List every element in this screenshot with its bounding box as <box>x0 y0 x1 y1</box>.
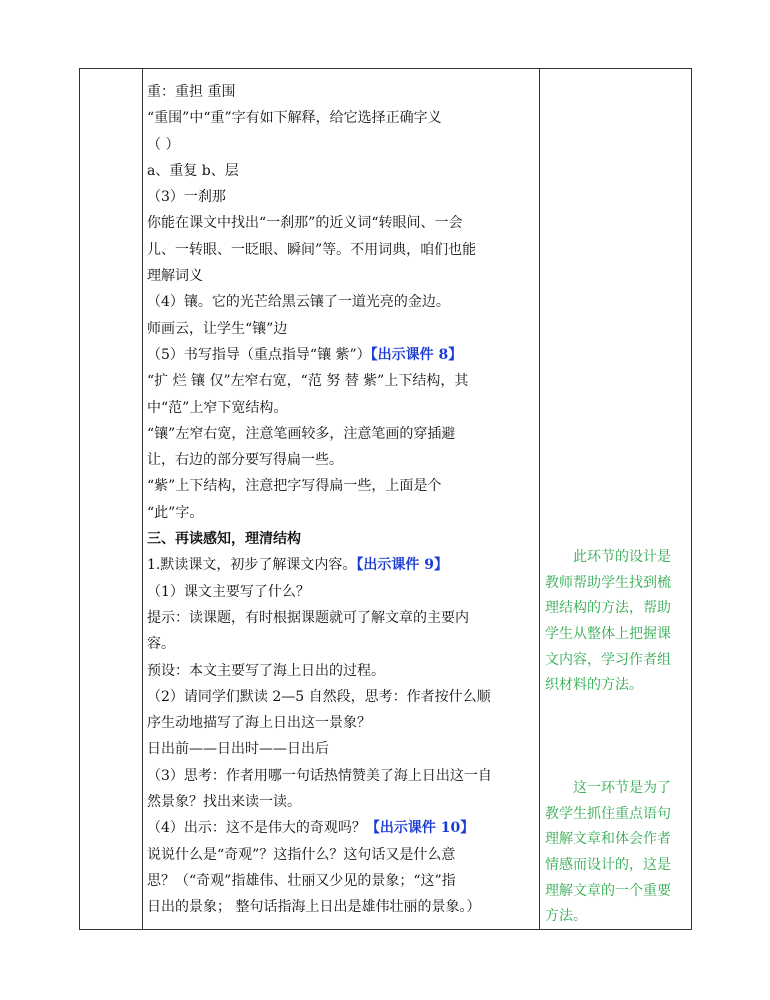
design-note-line: 理解文章的一个重要 <box>545 882 671 899</box>
content-line-text: 理解词义 <box>147 268 203 285</box>
content-line-text: 然景象？找出来读一读。 <box>147 794 301 811</box>
content-line <box>147 368 539 394</box>
content-line-text: 1.默读课文，初步了解课文内容。 <box>147 557 357 574</box>
design-note-line: 理结构的方法，帮助 <box>545 600 671 617</box>
content-line <box>147 132 539 158</box>
content-line-text: （4）镶。它的光芒给黑云镶了一道光亮的金边。 <box>147 294 450 311</box>
content-line <box>147 289 539 315</box>
design-note <box>545 545 687 699</box>
content-line-text: “镶”左窄右宽，注意笔画较多，注意笔画的穿插避 <box>147 425 456 442</box>
courseware-reference: 【出示课件 10】 <box>365 820 475 837</box>
courseware-reference: 【出示课件 8】 <box>370 346 463 363</box>
content-line <box>147 631 539 657</box>
content-line <box>147 473 539 499</box>
content-line <box>147 552 539 578</box>
content-line <box>147 395 539 421</box>
content-line-text: “重围”中“重”字有如下解释，给它选择正确字义 <box>147 110 442 127</box>
content-line-text: 你能在课文中找出“一刹那”的近义词“转眼间、一会 <box>147 215 463 232</box>
content-line <box>147 184 539 210</box>
content-line-text: 容。 <box>147 636 175 653</box>
content-line-text: 提示：读课题，有时根据课题就可了解文章的主要内 <box>147 609 469 626</box>
content-line-text: 三、再读感知，理清结构 <box>147 531 301 548</box>
design-note-line: 文内容，学习作者组 <box>545 651 671 668</box>
content-line-text: 说说什么是“奇观”？这指什么？这句话又是什么意 <box>147 846 456 863</box>
content-line <box>147 579 539 605</box>
content-line-text: （1）课文主要写了什么？ <box>147 583 310 600</box>
content-line-text: 师画云，让学生“镶”边 <box>147 320 288 337</box>
design-note-line: 学生从整体上把握课 <box>545 626 671 643</box>
content-line <box>147 789 539 815</box>
content-line-text: 中“范”上窄下宽结构。 <box>147 399 288 416</box>
content-line <box>147 500 539 526</box>
content-line-text: 重：重担 重围 <box>147 84 236 100</box>
content-line-text: 让，右边的部分要写得扁一些。 <box>147 452 343 469</box>
column-divider-left <box>142 69 143 929</box>
design-note-line: 织材料的方法。 <box>545 677 643 694</box>
content-line-text: （ ） <box>147 136 180 153</box>
content-line-text: “此”字。 <box>147 504 204 521</box>
content-line <box>147 210 539 236</box>
content-line-text: 日出前——日出时——日出后 <box>147 741 329 758</box>
content-line <box>147 763 539 789</box>
content-line-text: 日出的景象； 整句话指海上日出是雄伟壮丽的景象。） <box>147 899 481 916</box>
content-line-text: 预设：本文主要写了海上日出的过程。 <box>147 662 385 679</box>
content-line <box>147 736 539 762</box>
design-note-line: 方法。 <box>545 908 587 925</box>
content-line <box>147 526 539 552</box>
content-line <box>147 658 539 684</box>
content-line-text: （3）一刹那 <box>147 189 226 206</box>
content-line <box>147 237 539 263</box>
content-line <box>147 79 539 105</box>
content-line <box>147 842 539 868</box>
teaching-content-column <box>147 79 539 921</box>
design-note-line: 教师帮助学生找到梳 <box>545 574 671 591</box>
design-note-line: 这一环节是为了 <box>573 780 671 796</box>
content-line <box>147 605 539 631</box>
content-line-text: a、重复 b、层 <box>147 162 239 179</box>
content-line <box>147 263 539 289</box>
content-line-text: （4）出示：这不是伟大的奇观吗？ <box>147 820 366 837</box>
courseware-reference: 【出示课件 9】 <box>356 557 448 574</box>
content-line <box>147 710 539 736</box>
content-line-text: （2）请同学们默读 2—5 自然段，思考：作者按什么顺 <box>147 688 491 705</box>
content-line <box>147 342 539 368</box>
content-line <box>147 158 539 184</box>
content-line-text: “紫”上下结构，注意把字写得扁一些，上面是个 <box>147 478 442 495</box>
design-note <box>545 776 687 930</box>
design-note-line: 教学生抓住重点语句 <box>545 805 671 822</box>
lesson-plan-table <box>79 68 692 930</box>
content-line-text: （3）思考：作者用哪一句话热情赞美了海上日出这一自 <box>147 767 492 784</box>
content-line <box>147 105 539 131</box>
content-line <box>147 684 539 710</box>
content-line-text: （5）书写指导（重点指导“镶 紫”） <box>147 346 371 363</box>
content-line-text: 儿、一转眼、一眨眼、瞬间”等。不用词典，咱们也能 <box>147 241 477 258</box>
content-line <box>147 316 539 342</box>
design-note-line: 理解文章和体会作者 <box>545 831 671 848</box>
design-note-line: 此环节的设计是 <box>573 549 671 565</box>
content-line <box>147 447 539 473</box>
content-line-text: 序生动地描写了海上日出这一景象？ <box>147 715 371 732</box>
column-divider-right <box>539 69 540 929</box>
design-note-line: 情感而设计的，这是 <box>545 857 671 874</box>
content-line <box>147 421 539 447</box>
content-line-text: 思？（“奇观”指雄伟、壮丽又少见的景象；“这”指 <box>147 872 456 889</box>
content-line <box>147 815 539 841</box>
content-line <box>147 868 539 894</box>
content-line-text: “扩 烂 镶 仅”左窄右宽，“范 努 替 紫”上下结构，其 <box>147 373 469 390</box>
content-line <box>147 894 539 920</box>
